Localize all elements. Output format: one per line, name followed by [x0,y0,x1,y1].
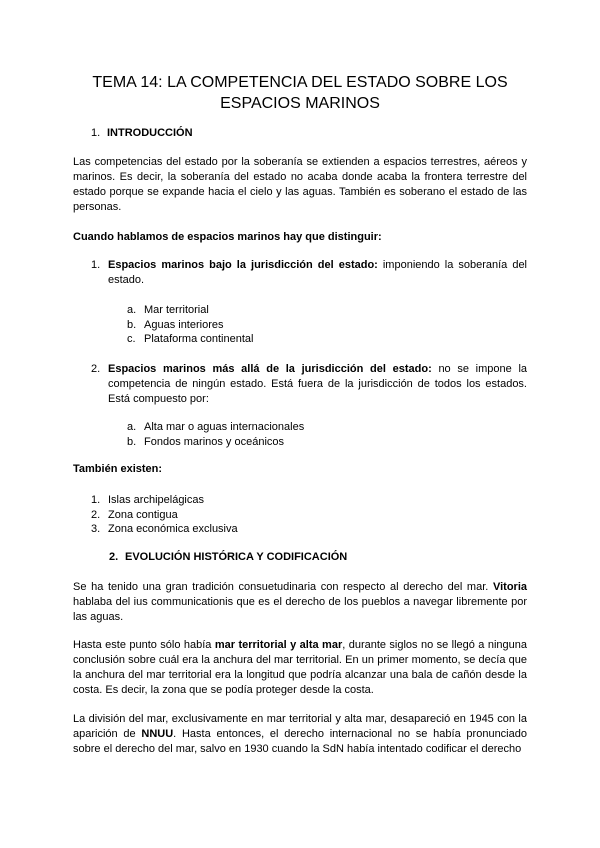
sub-item-letter: c. [127,333,136,345]
also-item-number: 1. [91,494,101,506]
section-2-title: EVOLUCIÓN HISTÓRICA Y CODIFICACIÓN [125,551,348,563]
also-item-number: 2. [91,509,101,521]
list-item-2-text [108,362,527,407]
list-item-2-bold: Espacios marinos más allá de la jurisdicción del estado: [108,363,432,375]
list-item-1 [91,258,527,288]
sub-item-text: Fondos marinos y oceánicos [144,436,285,448]
also-item-text: Islas archipelágicas [108,494,204,506]
sub-item-text: Alta mar o aguas internacionales [144,421,305,433]
list-item-1-bold: Espacios marinos bajo la jurisdicción del estado: [108,259,378,271]
sub-item-letter: a. [127,421,137,433]
list-item-1-number: 1. [91,259,101,271]
section-1-title: INTRODUCCIÓN [107,127,193,139]
intro-paragraph: Las competencias del estado por la soberanía se extienden a espacios terrestres, aéreos y marinos. Es decir, la soberanía del estado no acaba donde acaba la frontera terrestre del estado porque se expande hacia el cielo y las aguas. También es soberano el estado de las personas. [73,156,527,213]
history-paragraph-2: Hasta este punto sólo había mar territorial y alta mar, durante siglos no se llegó a ninguna conclusión sobre cuál era la anchura del mar territorial. En un primer momento, se decía que la anchura del mar territorial era la longitud que podría alcanzar una bala de cañón desde la costa. Es decir, la zona que se podía proteger desde la costa. [73,639,527,696]
sub-item [127,318,224,333]
section-1-number: 1. [91,127,101,139]
bold-term: Vitoria [492,581,527,593]
section-1-heading [91,127,193,139]
sub-item [127,420,304,435]
also-item-number: 3. [91,523,101,535]
sub-item-text: Plataforma continental [144,333,254,345]
list-item-2-number: 2. [91,363,101,375]
also-item [91,508,178,523]
list-item-1-rest: imponiendo la soberanía del estado. [108,259,527,286]
section-2-number: 2. [109,551,119,563]
sub-item-letter: b. [127,319,137,331]
bold-term: mar territorial y alta mar [214,639,343,651]
list-item-1-text [108,258,527,288]
sub-item [127,332,253,347]
sub-item-letter: a. [127,304,137,316]
list-item-2 [91,362,527,407]
also-item [91,522,238,537]
sub-item [127,303,209,318]
sub-item-text: Mar territorial [144,304,209,316]
bold-term: NNUU [141,728,174,740]
also-item-text: Zona económica exclusiva [108,523,238,535]
list-item-2-rest: no se impone la competencia de ningún estado. Está fuera de la jurisdicción de todos los estados. Está compuesto por: [108,363,528,405]
also-item [91,493,204,508]
sub-item-text: Aguas interiores [144,319,224,331]
sub-item-letter: b. [127,436,137,448]
history-paragraph-1: Se ha tenido una gran tradición consuetudinaria con respecto al derecho del mar. Vitoria hablaba del ius communicationis que es el derecho de los pueblos a navegar libremente por las aguas. [73,581,527,623]
section-2-heading [109,551,347,563]
page-title: TEMA 14: LA COMPETENCIA DEL ESTADO SOBRE LOS ESPACIOS MARINOS [92,74,508,112]
distinguish-label: Cuando hablamos de espacios marinos hay que distinguir: [73,231,382,243]
also-item-text: Zona contigua [108,509,178,521]
history-paragraph-3: La división del mar, exclusivamente en mar territorial y alta mar, desapareció en 1945 con la aparición de NNUU. Hasta entonces, el derecho internacional no se había pronunciado sobre el derecho del mar, salvo en 1930 cuando la SdN había intentado codificar el derecho [73,713,527,755]
also-label: También existen: [73,463,163,475]
sub-item [127,435,284,450]
